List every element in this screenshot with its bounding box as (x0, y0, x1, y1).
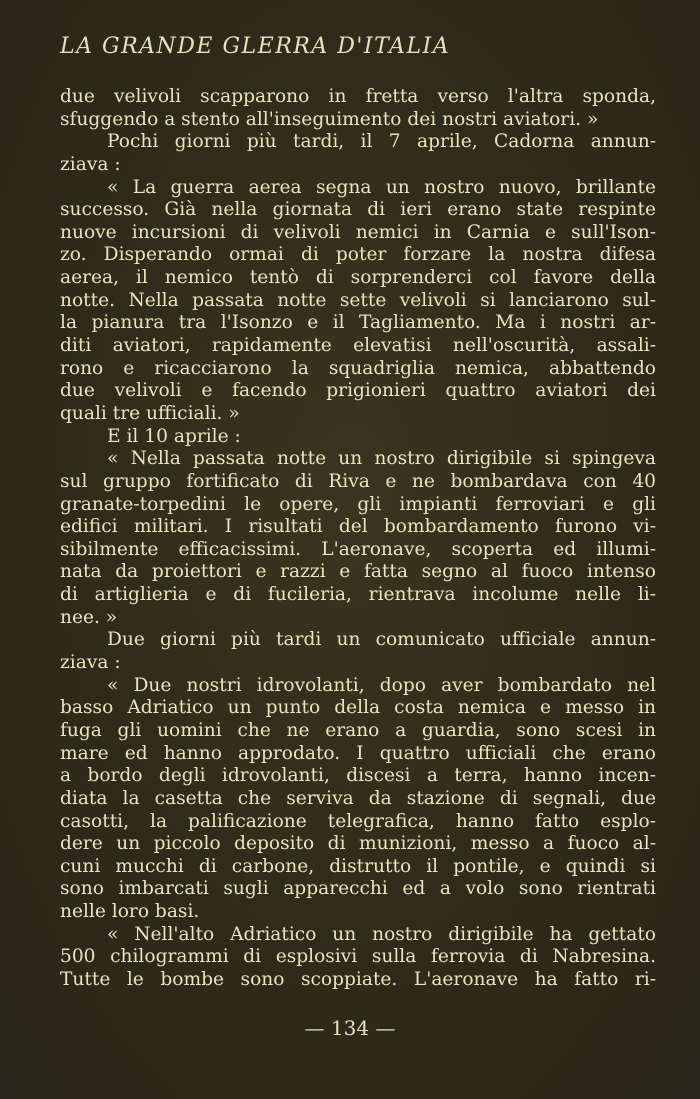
text-line: granate-torpedini le opere, gli impianti ferroviari e gli (60, 493, 656, 515)
text-line: sfuggendo a stento all'inseguimento dei nostri aviatori. » (60, 108, 599, 130)
text-line: 500 chilogrammi di esplosivi sulla ferrovia di Nabresina. (60, 946, 656, 968)
text-line: mare ed hanno approdato. I quattro ufficiali che erano (60, 742, 656, 764)
text-line: Due giorni più tardi un comunicato ufficiale annun- (107, 629, 656, 651)
text-line: due velivoli scapparono in fretta verso l'altra sponda, (60, 86, 656, 107)
text-line: nelle loro basi. (60, 901, 200, 923)
text-line: sono imbarcati sugli apparecchi ed a volo sono rientrati (60, 878, 656, 900)
text-line: due velivoli e facendo prigionieri quattro aviatori dei (60, 380, 656, 402)
text-line: diata la casetta che serviva da stazione di segnali, due (60, 787, 656, 809)
text-line: nata da proiettori e razzi e fatta segno al fuoco intenso (60, 561, 656, 583)
body-text (60, 86, 656, 992)
text-line: « Nella passata notte un nostro dirigibile si spingeva (107, 448, 656, 470)
page-number: — 134 — (304, 1016, 396, 1040)
text-line: cuni mucchi di carbone, distrutto il pontile, e quindi si (60, 855, 656, 877)
text-line: edifici militari. I risultati del bombardamento furono vi- (60, 516, 656, 538)
text-line: quali tre ufficiali. » (60, 402, 240, 424)
text-line: rono e ricacciarono la squadriglia nemica, abbattendo (60, 357, 656, 379)
text-line: nee. » (60, 606, 118, 628)
text-line: sul gruppo fortificato di Riva e ne bombardava con 40 (60, 470, 656, 492)
text-line: E il 10 aprile : (107, 425, 241, 447)
text-line: « Nell'alto Adriatico un nostro dirigibile ha gettato (107, 923, 656, 945)
text-line: di artiglieria e di fucileria, rientrava incolume nelle li- (60, 584, 656, 606)
text-line: diti aviatori, rapidamente elevatisi nell'oscurità, assali- (60, 335, 656, 357)
text-line: notte. Nella passata notte sette velivoli si lanciarono sul- (60, 289, 656, 311)
text-line: Tutte le bombe sono scoppiate. L'aeronave ha fatto ri- (60, 968, 656, 990)
text-line: dere un piccolo deposito di munizioni, messo a fuoco al- (60, 833, 656, 855)
text-line: sibilmente efficacissimi. L'aeronave, scoperta ed illumi- (60, 538, 656, 560)
text-line: basso Adriatico un punto della costa nemica e messo in (60, 697, 656, 719)
text-line: Pochi giorni più tardi, il 7 aprile, Cadorna annun- (107, 131, 656, 153)
text-line: a bordo degli idrovolanti, discesi a terra, hanno incen- (60, 765, 656, 787)
text-line: zo. Disperando ormai di poter forzare la nostra difesa (60, 244, 656, 266)
text-line: ziava : (60, 652, 121, 674)
text-line: fuga gli uomini che ne erano a guardia, sono scesi in (60, 719, 656, 741)
text-line: « La guerra aerea segna un nostro nuovo, brillante (107, 176, 656, 198)
text-line: nuove incursioni di velivoli nemici in Carnia e sull'Ison- (60, 221, 656, 243)
text-line: aerea, il nemico tentò di sorprenderci col favore della (60, 267, 656, 289)
text-line: casotti, la palificazione telegrafica, hanno fatto esplo- (60, 810, 656, 832)
running-title: LA GRANDE GLERRA D'ITALIA (60, 34, 451, 59)
text-line: successo. Già nella giornata di ieri erano state respinte (60, 199, 656, 221)
text-line: la pianura tra l'Isonzo e il Tagliamento. Ma i nostri ar- (60, 312, 656, 334)
text-line: « Due nostri idrovolanti, dopo aver bombardato nel (107, 674, 656, 696)
text-line: ziava : (60, 153, 121, 175)
